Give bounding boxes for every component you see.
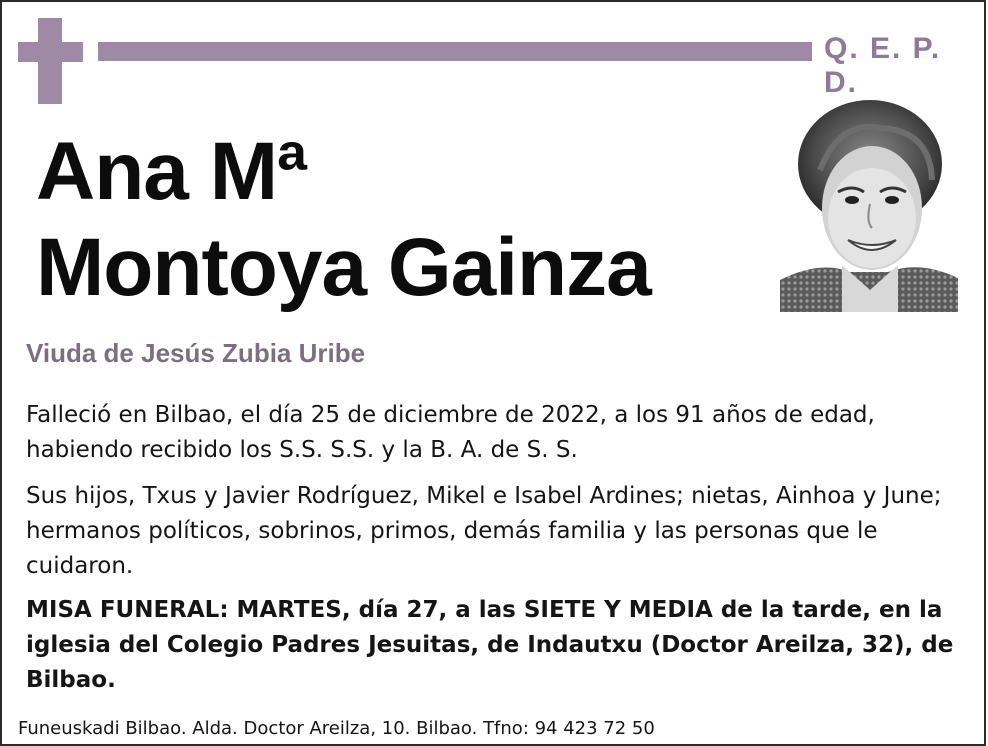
qepd-label: Q. E. P. D. [824, 32, 942, 99]
widow-subtitle: Viuda de Jesús Zubia Uribe [26, 338, 366, 368]
death-notice-paragraph: Falleció en Bilbao, el día 25 de diciembre de 2022, a los 91 años de edad, habiendo recibido los S.S. S.S. y la B. A. de S. S. [26, 402, 875, 463]
family-paragraph: Sus hijos, Txus y Javier Rodríguez, Mikel e Isabel Ardines; nietas, Ainhoa y June; hermanos políticos, sobrinos, primos, demás familia y las personas que le cuidaron. [26, 483, 942, 579]
deceased-name [36, 124, 651, 316]
portrait-photo [780, 100, 958, 312]
name-line-1: Ana Mª [36, 126, 307, 217]
funeral-mass-paragraph: MISA FUNERAL: MARTES, día 27, a las SIETE Y MEDIA de la tarde, en la iglesia del Colegio Padres Jesuitas, de Indautxu (Doctor Areilza, 32), de Bilbao. [26, 597, 954, 693]
funeral-home-footer: Funeuskadi Bilbao. Alda. Doctor Areilza, 10. Bilbao. Tfno: 94 423 72 50 [18, 718, 655, 739]
cross-icon-bar [18, 42, 83, 62]
header-rule [98, 42, 812, 61]
name-line-2: Montoya Gainza [36, 222, 651, 313]
